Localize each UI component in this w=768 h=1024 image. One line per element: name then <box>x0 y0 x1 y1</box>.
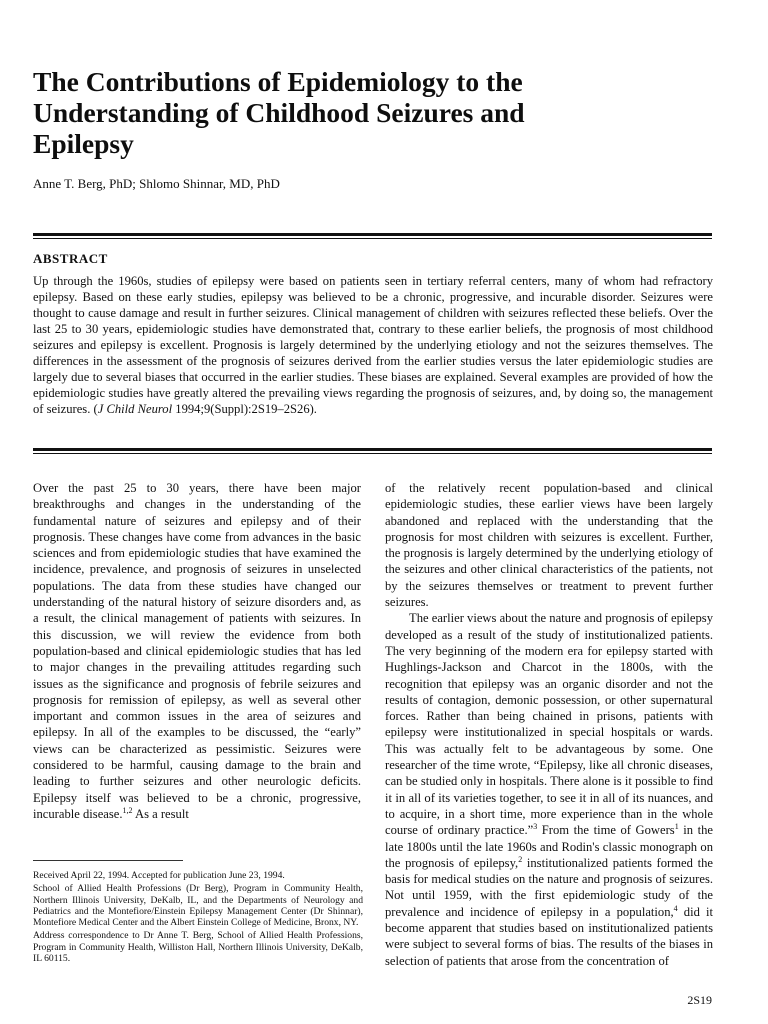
abstract-text: Up through the 1960s, studies of epilepsy were based on patients seen in tertiary referral centers, many of whom had refractory epilepsy. Based on these early studies, epilepsy was believed to be a chronic, progressive, and incurable disorder. Seizures were thought to cause damage and result in further seizures. Clinical management of children with seizures reflected these beliefs. Over the last 25 to 30 years, epidemiologic studies have demonstrated that, contrary to these earlier beliefs, the prognosis of most childhood seizures and epilepsy is excellent. Prognosis is largely determined by the underlying etiology and not the seizures themselves. The differences in the assessment of the prognosis of seizures derived from the earlier studies versus the later epidemiologic studies are largely due to several biases that occurred in the earlier studies. These biases are explained. Several examples are provided of how the epidemiologic studies have greatly altered the prevailing views regarding the prognosis of seizures, and, by doing so, the management of seizures. <box>33 274 713 416</box>
author-list: Anne T. Berg, PhD; Shlomo Shinnar, MD, PhD <box>33 176 280 191</box>
history-text-b: From the time of Gowers <box>537 823 675 838</box>
continuation-paragraph: of the relatively recent population-based and clinical epidemiologic studies, these earlier views have been largely abandoned and replaced with the understanding that the prognosis for most children with seizures is excellent. Further, the prognosis is largely determined by the underlying etiology of the seizures and other clinical characteristics of the patients, not by the seizures themselves or treatment to prevent further seizures. <box>385 481 713 610</box>
article-title: The Contributions of Epidemiology to the Understanding of Childhood Seizures and Epilepsy <box>33 66 525 159</box>
history-paragraph <box>385 610 713 969</box>
abstract-top-rule-thin <box>33 238 712 239</box>
body-column-right <box>385 480 713 969</box>
reference-marker: 3 <box>533 822 538 832</box>
history-text-d: institutionalized patients formed the basis for medical studies on the nature and prognosis of seizures. Not until 1959, with the first epidemiologic study of the prevalence and incidence of epilepsy in a population, <box>385 855 713 919</box>
footnote-received: Received April 22, 1994. Accepted for publication June 23, 1994. <box>33 870 285 881</box>
history-text-a: The earlier views about the nature and prognosis of epilepsy developed as a result of the study of institutionalized patients. The very beginning of the modern era for epilepsy started with Hughlings-Jackson and Charcot in the 1800s, with the recognition that epilepsy was an organic disorder and not the results of contagion, demonic possession, or other supernatural forces. Rather than being chained in prisons, patients with epilepsy were institutionalized in special hospitals or wards. This was actually felt to be advantageous by some. One researcher of the time wrote, “Epilepsy, like all chronic diseases, can be studied only in hospitals. There alone is it possible to find it in all of its varieties together, to see it in all of its nuances, and to acquire, in a short time, more experience than in the whole course of ordinary practice.” <box>385 611 713 838</box>
reference-marker: 1,2 <box>122 805 133 815</box>
footnotes <box>33 870 363 966</box>
reference-marker: 4 <box>673 903 678 913</box>
footnote-correspondence: Address correspondence to Dr Anne T. Berg, School of Allied Health Professions, Program in Community Health, Williston Hall, Northern Illinois University, DeKalb, IL 60115. <box>33 930 363 965</box>
footnote-rule <box>33 860 183 861</box>
history-text-c: in the late 1800s until the late 1960s and Rodin's classic monograph on the prognosis of epilepsy, <box>385 823 713 870</box>
citation-journal: J Child Neurol <box>97 402 173 416</box>
intro-paragraph <box>33 480 361 822</box>
page-number: 2S19 <box>687 993 712 1007</box>
footnote-affiliation: School of Allied Health Professions (Dr Berg), Program in Community Health, Northern Illinois University, DeKalb, IL, and the Departments of Neurology and Pediatrics and the Montefiore/Einstein Epilepsy Management Center (Dr Shinnar), Montefiore Medical Center and the Albert Einstein College of Medicine, Bronx, NY. <box>33 883 363 929</box>
abstract-heading: ABSTRACT <box>33 251 108 266</box>
intro-text: Over the past 25 to 30 years, there have been major breakthroughs and changes in the understanding of the fundamental nature of seizures and epilepsy and of their prognosis. These changes have come from advances in the basic sciences and from epidemiologic studies that have examined the incidence, prevalence, and prognosis of seizures in unselected populations. The data from these studies have changed our understanding of the natural history of seizure disorders and, as a result, the clinical management of patients with seizures. In this discussion, we will review the evidence from both population-based and clinical epidemiologic studies that has led to major changes in the prevailing attitudes regarding such issues as the significance and prognosis of febrile seizures and prognosis for remission of epilepsy, as well as several other important and common issues in the area of seizures and epilepsy. In all of the examples to be discussed, the “early” views can be characterized as pessimistic. Seizures were considered to be harmful, causing damage to the brain and leading to further seizures and other neurologic deficits. Epilepsy itself was believed to be a chronic, progressive, incurable disease. <box>33 481 361 821</box>
reference-marker: 2 <box>518 854 523 864</box>
body-column-left <box>33 480 361 822</box>
reference-marker: 1 <box>674 822 679 832</box>
history-text-e: did it become apparent that studies based on institutionalized patients were subject to several forms of bias. The results of the biases in selection of patients that arose from the concentration of <box>385 904 714 968</box>
intro-tail: As a result <box>132 806 189 821</box>
citation-details: 1994;9(Suppl):2S19–2S26). <box>175 402 317 416</box>
abstract-bottom-rule-thin <box>33 453 712 454</box>
abstract-body: Up through the 1960s, studies of epilepsy were based on patients seen in tertiary referral centers, many of whom had refractory epilepsy. Based on these early studies, epilepsy was believed to be a chronic, progressive, and incurable disorder. Seizures were thought to cause damage and result in further seizures. Clinical management of children with seizures reflected these beliefs. Over the last 25 to 30 years, epidemiologic studies have demonstrated that, contrary to these earlier beliefs, the prognosis of most childhood seizures and epilepsy is excellent. Prognosis is largely determined by the underlying etiology and not the seizures themselves. The differences in the assessment of the prognosis of seizures derived from the earlier studies versus the later epidemiologic studies are largely due to several biases that occurred in the earlier studies. These biases are explained. Several examples are provided of how the epidemiologic studies have greatly altered the prevailing views regarding the prognosis of seizures, and, by doing so, the management of seizures. (J Child Neurol 1994;9(Suppl):2S19–2S26). <box>33 274 713 416</box>
abstract-top-rule-thick <box>33 233 712 236</box>
abstract-bottom-rule-thick <box>33 448 712 451</box>
